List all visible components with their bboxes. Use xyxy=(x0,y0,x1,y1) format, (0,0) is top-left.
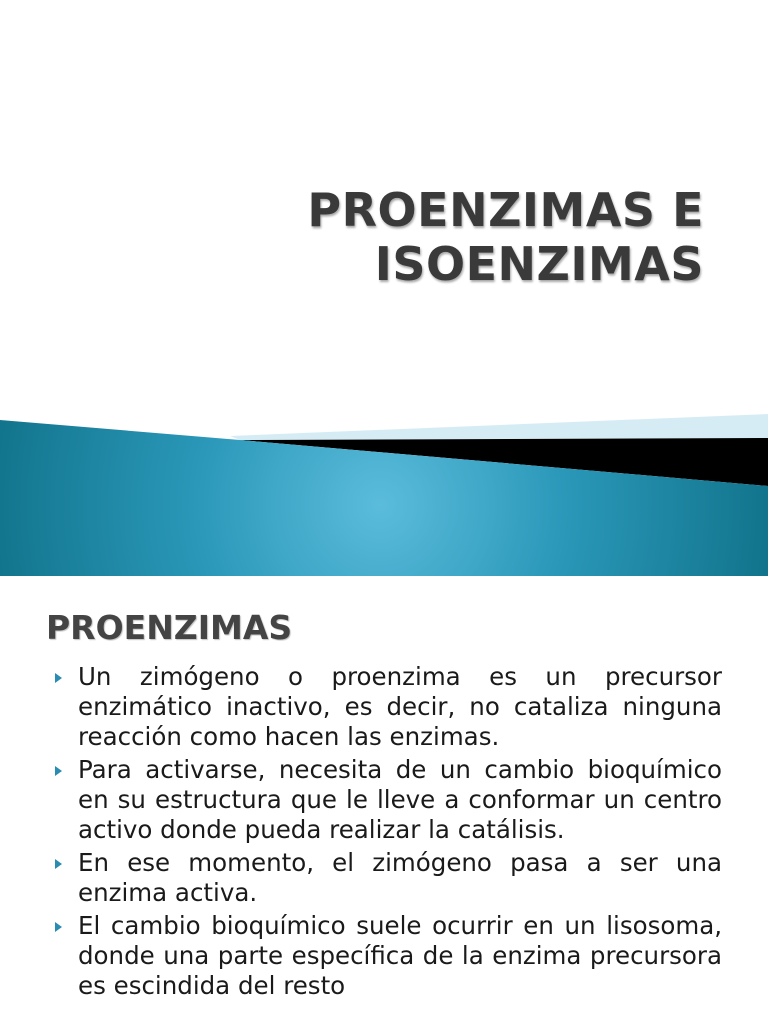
bullet-item xyxy=(52,848,722,908)
bullet-item xyxy=(52,662,722,752)
bullet-text: En ese momento, el zimógeno pasa a ser una enzima activa. xyxy=(78,848,722,907)
triangle-bullet-icon xyxy=(55,673,62,683)
light-stripe xyxy=(230,414,768,440)
bullet-text: Un zimógeno o proenzima es un precursor enzimático inactivo, es decir, no cataliza ninguna reacción como hacen las enzimas. xyxy=(78,662,722,751)
triangle-bullet-icon xyxy=(55,859,62,869)
section-heading: PROENZIMAS xyxy=(46,608,293,647)
bullet-text: Para activarse, necesita de un cambio bioquímico en su estructura que le lleve a conformar un centro activo donde pueda realizar la catálisis. xyxy=(78,755,722,844)
bullet-item xyxy=(52,911,722,1001)
bullet-item xyxy=(52,755,722,845)
title-line-1: PROENZIMAS E xyxy=(307,183,704,237)
content-slide xyxy=(0,576,768,1024)
bullet-text: El cambio bioquímico suele ocurrir en un lisosoma, donde una parte específica de la enzima precursora es escindida del resto xyxy=(78,911,722,1000)
triangle-bullet-icon xyxy=(55,766,62,776)
title-line-2: ISOENZIMAS xyxy=(374,237,704,291)
triangle-bullet-icon xyxy=(55,922,62,932)
bullet-list xyxy=(52,662,722,1004)
